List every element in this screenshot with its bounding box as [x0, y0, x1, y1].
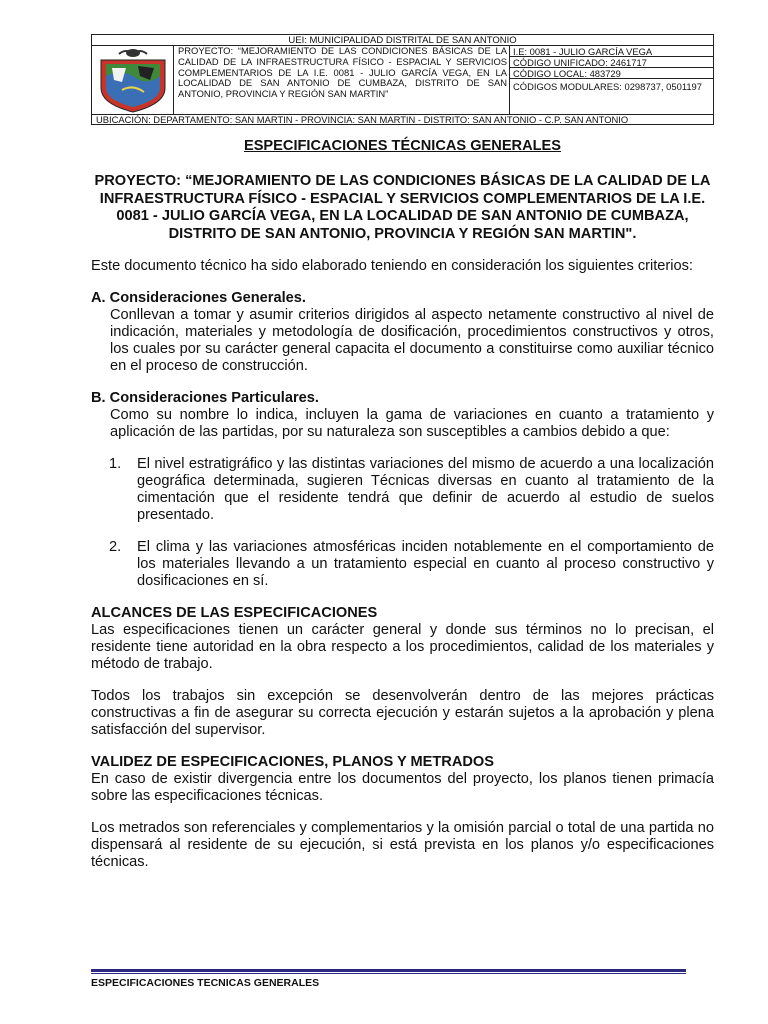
header-codigo-local: CÓDIGO LOCAL: 483729	[510, 68, 713, 79]
footer-rule-thick	[91, 969, 686, 972]
list-item-number: 1.	[109, 456, 122, 472]
section-a-heading: A. Consideraciones Generales.	[91, 290, 306, 306]
section-b-list	[91, 456, 714, 590]
list-item-number: 2.	[109, 539, 122, 555]
alcances-paragraph-2: Todos los trabajos sin excepción se desenvolverán dentro de las mejores prácticas constructivas a fin de asegurar su correcta ejecución y estarán sujetos a la aprobación y plena satisfacción del supervisor.	[91, 688, 714, 738]
municipal-logo	[92, 46, 174, 114]
list-item-text: El nivel estratigráfico y las distintas variaciones del mismo de acuerdo a una localización geográfica determinada, sugieren Técnicas diversas en cuanto al tratamiento de la cimentación que el residente tendrá que definir de acuerdo al estudio de suelos presentado.	[137, 456, 714, 523]
footer-rule-thin	[91, 973, 686, 974]
header-table	[91, 34, 714, 125]
section-b-heading: B. Consideraciones Particulares.	[91, 390, 319, 406]
header-codigos-modulares: CÓDIGOS MODULARES: 0298737, 0501197	[513, 81, 702, 92]
header-uei: UEI: MUNICIPALIDAD DISTRITAL DE SAN ANTONIO	[92, 35, 713, 46]
alcances-heading: ALCANCES DE LAS ESPECIFICACIONES	[91, 605, 378, 621]
header-ubicacion: UBICACIÓN: DEPARTAMENTO: SAN MARTIN - PROVINCIA: SAN MARTIN - DISTRITO: SAN ANTONIO - C.P. SAN ANTONIO	[92, 114, 713, 125]
list-item-text: El clima y las variaciones atmosféricas inciden notablemente en el comportamiento de los materiales llevando a un tratamiento especial en cuanto al proceso constructivo y dosificaciones en sí.	[137, 539, 714, 589]
header-ie: I.E: 0081 - JULIO GARCÍA VEGA	[510, 46, 713, 57]
document-title: ESPECIFICACIONES TÉCNICAS GENERALES	[243, 138, 562, 154]
validez-paragraph-1: En caso de existir divergencia entre los documentos del proyecto, los planos tienen primacía sobre las especificaciones técnicas.	[91, 771, 714, 804]
intro-paragraph: Este documento técnico ha sido elaborado teniendo en consideración los siguientes criterios:	[91, 258, 693, 274]
document-body	[91, 138, 714, 871]
header-codes	[510, 46, 713, 114]
footer-rule	[91, 969, 686, 974]
list-item	[91, 456, 714, 524]
section-b-text: Como su nombre lo indica, incluyen la gama de variaciones en cuanto a tratamiento y aplicación de las partidas, por su naturaleza son susceptibles a cambios debido a que:	[110, 407, 714, 440]
header-proyecto: PROYECTO: “MEJORAMIENTO DE LAS CONDICIONES BÁSICAS DE LA CALIDAD DE LA INFRAESTRUCTURA FÍSICO - ESPACIAL Y SERVICIOS COMPLEMENTARIOS DE LA I.E. 0081 - JULIO GARCÍA VEGA, EN LA LOCALIDAD DE SAN ANTONIO DE CUMBAZA, DISTRITO DE SAN ANTONIO, PROVINCIA Y REGIÓN SAN MARTIN”	[174, 46, 510, 114]
project-title: PROYECTO: “MEJORAMIENTO DE LAS CONDICIONES BÁSICAS DE LA CALIDAD DE LA INFRAESTRUCTURA FÍSICO - ESPACIAL Y SERVICIOS COMPLEMENTARIOS DE LA I.E. 0081 - JULIO GARCÍA VEGA, EN LA LOCALIDAD DE SAN ANTONIO DE CUMBAZA, DISTRITO DE SAN ANTONIO, PROVINCIA Y REGIÓN SAN MARTIN".	[94, 173, 711, 242]
section-a-text: Conllevan a tomar y asumir criterios dirigidos al aspecto netamente constructivo al nivel de indicación, materiales y metodología de dosificación, procedimientos constructivos y otros, los cuales por su carácter general capacita el documento a constituirse como auxiliar técnico en el proceso de construcción.	[110, 307, 714, 374]
footer-label: ESPECIFICACIONES TECNICAS GENERALES	[91, 977, 320, 989]
validez-heading: VALIDEZ DE ESPECIFICACIONES, PLANOS Y METRADOS	[91, 754, 495, 770]
validez-paragraph-2: Los metrados son referenciales y complementarios y la omisión parcial o total de una partida no dispensará al residente de su ejecución, si está prevista en los planos y/o especificaciones técnicas.	[91, 820, 714, 870]
list-item	[91, 539, 714, 590]
coat-of-arms-icon	[92, 46, 174, 114]
header-codigo-unificado: CÓDIGO UNIFICADO: 2461717	[510, 57, 713, 68]
alcances-paragraph-1: Las especificaciones tienen un carácter general y donde sus términos no lo precisan, el residente tiene autoridad en la obra respecto a los procedimientos, calidad de los materiales y método de trabajo.	[91, 622, 714, 672]
